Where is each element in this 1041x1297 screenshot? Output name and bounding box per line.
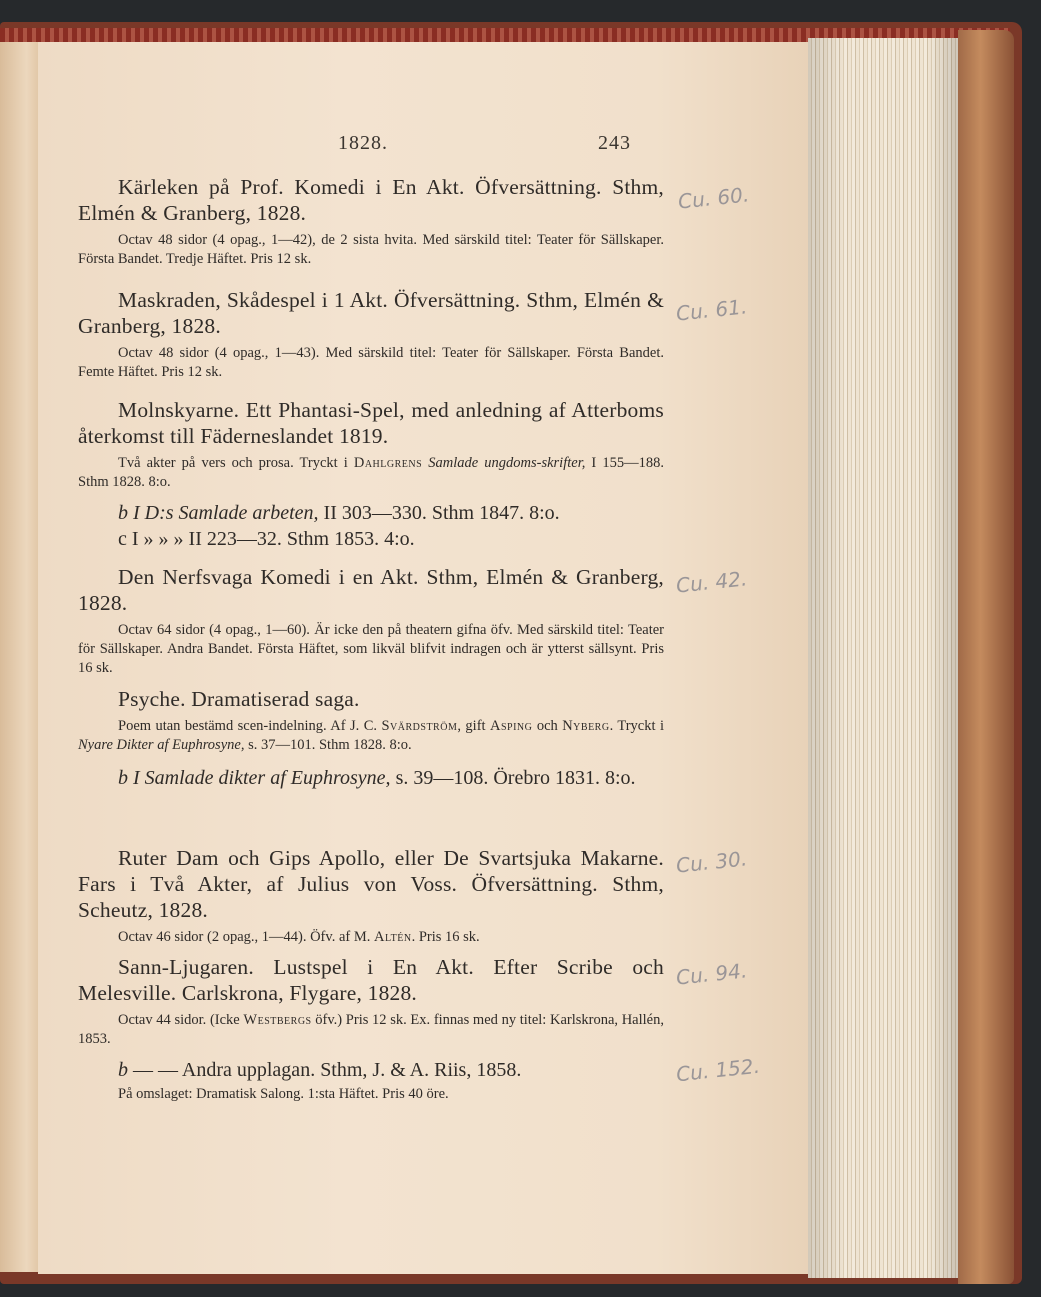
author-name: Nyberg: [562, 718, 610, 734]
edition-b: b — — Andra upplagan. Sthm, J. & A. Riis, 1858.: [118, 1059, 522, 1081]
entry-karleken: [78, 174, 664, 269]
pencil-annotation: Cu. 42.: [674, 566, 749, 598]
running-head-year: 1828.: [338, 132, 388, 154]
entry-maskraden: [78, 287, 664, 382]
entry-note: Octav 64 sidor (4 opag., 1—60). Är icke den på theatern gifna öfv. Med särskild titel: Teater för Sällskaper. Andra Bandet. Första Häftet, som likväl blifvit indragen och är ytterst sällsynt. Pris 16 sk.: [78, 622, 664, 676]
edition-b: b I Samlade dikter af Euphrosyne, s. 39—108. Örebro 1831. 8:o.: [118, 767, 636, 789]
entry-title: Maskraden, Skådespel i 1 Akt. Öfversättning. Sthm, Elmén & Granberg, 1828.: [78, 288, 664, 338]
page-number: 243: [598, 132, 631, 154]
author-name: Westbergs: [243, 1012, 312, 1028]
page-block-shadow: [808, 38, 958, 1278]
work-title: Samlade ungdoms-skrifter,: [428, 455, 586, 471]
entry-molnskyarne: Molnskyarne. Ett Phantasi-Spel, med anledning af Atterboms återkomst till Fäderneslandet 1819. Två akter på vers och prosa. Tryckt i Dahlgrens Samlade ungdoms-skrifter, I 155—188. Sthm 1828. 8:o. b I D:s Samlade arbeten, II 303—330. Sthm 1847. 8:o. c I » » » II 223—32. Sthm 1853. 4:o.: [78, 398, 664, 550]
entry-note: Octav 48 sidor (4 opag., 1—43). Med särskild titel: Teater för Sällskaper. Första Bandet. Femte Häftet. Pris 12 sk.: [78, 345, 664, 380]
entry-ruter-dam: Ruter Dam och Gips Apollo, eller De Svartsjuka Makarne. Fars i Två Akter, af Julius von Voss. Öfversättning. Sthm, Scheutz, 1828. Octav 46 sidor (2 opag., 1—44). Öfv. af M. Altén. Pris 16 sk.: [78, 846, 664, 945]
entry-psyche: Psyche. Dramatiserad saga. Poem utan bestämd scen-indelning. Af J. C. Svärdström, gift Asping och Nyberg. Tryckt i Nyare Dikter af Euphrosyne, s. 37—101. Sthm 1828. 8:o. b I Samlade dikter af Euphrosyne, s. 39—108. Örebro 1831. 8:o.: [78, 687, 664, 789]
book-spine: [958, 30, 1014, 1284]
pencil-annotation: Cu. 94.: [674, 958, 749, 990]
pencil-annotation: Cu. 60.: [676, 182, 751, 214]
edition-b: b I D:s Samlade arbeten, II 303—330. Sthm 1847. 8:o.: [118, 502, 560, 524]
entry-sann-ljugaren: Sann-Ljugaren. Lustspel i En Akt. Efter Scribe och Melesville. Carlskrona, Flygare, 1828. Octav 44 sidor. (Icke Westbergs öfv.) Pris 12 sk. Ex. finnas med ny titel: Karlskrona, Hallén, 1853. b — — Andra upplagan. Sthm, J. & A. Riis, 1858. På omslaget: Dramatisk Salong. 1:sta Häftet. Pris 40 öre.: [78, 955, 664, 1102]
author-name: Altén: [373, 929, 412, 945]
author-name: Svärdström: [381, 718, 458, 734]
pencil-annotation: Cu. 152.: [674, 1053, 761, 1087]
left-page-edge: [0, 42, 38, 1272]
author-name: Asping: [490, 718, 533, 734]
author-name: Dahlgrens: [353, 455, 423, 471]
entry-note: Octav 48 sidor (4 opag., 1—42), de 2 sista hvita. Med särskild titel: Teater för Sällskaper. Första Bandet. Tredje Häftet. Pris 12 sk.: [78, 232, 664, 267]
entry-note: På omslaget: Dramatisk Salong. 1:sta Häftet. Pris 40 öre.: [118, 1086, 449, 1102]
pencil-annotation: Cu. 61.: [674, 294, 749, 326]
entry-title: Ruter Dam och Gips Apollo, eller De Svartsjuka Makarne. Fars i Två Akter, af Julius von Voss. Öfversättning. Sthm, Scheutz, 1828.: [78, 846, 664, 922]
work-title: Nyare Dikter af Euphrosyne,: [78, 737, 245, 753]
entry-title: Molnskyarne. Ett Phantasi-Spel, med anledning af Atterboms återkomst till Fäderneslandet 1819.: [78, 398, 664, 448]
pencil-annotation: Cu. 30.: [674, 846, 749, 878]
edition-c: c I » » » II 223—32. Sthm 1853. 4:o.: [118, 528, 415, 550]
entry-title: Kärleken på Prof. Komedi i En Akt. Öfversättning. Sthm, Elmén & Granberg, 1828.: [78, 175, 664, 225]
entry-title: Den Nerfsvaga Komedi i en Akt. Sthm, Elmén & Granberg, 1828.: [78, 565, 664, 615]
entry-nerfsvaga: [78, 564, 664, 678]
entry-title: Psyche. Dramatiserad saga.: [118, 687, 360, 711]
entry-title: Sann-Ljugaren. Lustspel i En Akt. Efter Scribe och Melesville. Carlskrona, Flygare, 1828.: [78, 955, 664, 1005]
